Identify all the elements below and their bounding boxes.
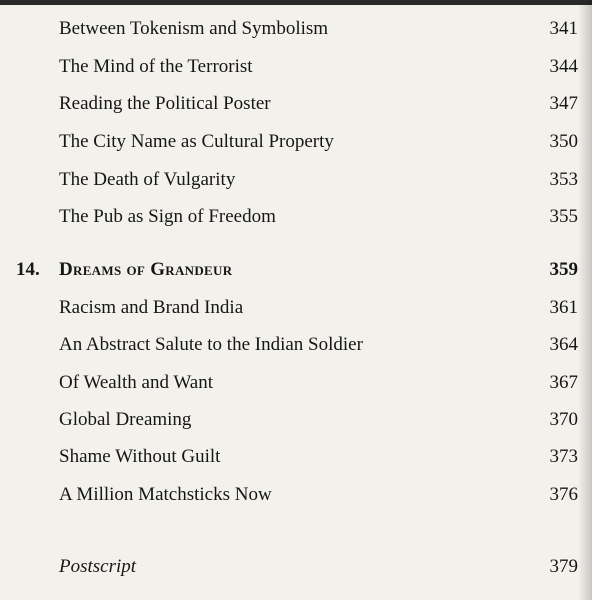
- toc-entry-page: 361: [549, 297, 578, 318]
- toc-entry-page: 376: [549, 484, 578, 505]
- toc-entry[interactable]: [0, 202, 592, 232]
- toc-entry-page: 355: [549, 206, 578, 227]
- toc-entry[interactable]: [0, 89, 592, 119]
- postscript-title: Postscript: [59, 556, 137, 577]
- toc-entry-title: Reading the Political Poster: [59, 93, 271, 114]
- toc-entry-title: The Death of Vulgarity: [59, 169, 236, 190]
- toc-entry[interactable]: [0, 405, 592, 435]
- toc-entry[interactable]: [0, 368, 592, 398]
- toc-entry-page: 341: [549, 18, 578, 39]
- toc-entry-title: The City Name as Cultural Property: [59, 131, 334, 152]
- toc-entry-title: Global Dreaming: [59, 409, 192, 430]
- toc-entry-title: An Abstract Salute to the Indian Soldier: [59, 334, 363, 355]
- toc-entry-title: Shame Without Guilt: [59, 446, 221, 467]
- toc-entry-page: 367: [549, 372, 578, 393]
- toc-entry[interactable]: [0, 442, 592, 472]
- page-gutter-shadow: [578, 0, 592, 600]
- toc-entry[interactable]: [0, 165, 592, 195]
- toc-entry-page: 347: [549, 93, 578, 114]
- toc-entry-page: 373: [549, 446, 578, 467]
- toc-entry-page: 370: [549, 409, 578, 430]
- toc-entry-title: The Mind of the Terrorist: [59, 56, 253, 77]
- toc-chapter[interactable]: [0, 255, 592, 285]
- toc-entry-title: A Million Matchsticks Now: [59, 484, 272, 505]
- toc-entry-title: Racism and Brand India: [59, 297, 244, 318]
- toc-entry-title: Of Wealth and Want: [59, 372, 214, 393]
- toc-entry[interactable]: [0, 330, 592, 360]
- toc-entry-page: 344: [549, 56, 578, 77]
- postscript-page: 379: [549, 556, 578, 577]
- chapter-page: 359: [549, 259, 578, 280]
- toc-entry-page: 353: [549, 169, 578, 190]
- toc-entry[interactable]: [0, 52, 592, 82]
- toc-entry[interactable]: [0, 127, 592, 157]
- toc-entry-page: 350: [549, 131, 578, 152]
- toc-entry-title: Between Tokenism and Symbolism: [59, 18, 329, 39]
- toc-entry[interactable]: [0, 293, 592, 323]
- toc-entry-page: 364: [549, 334, 578, 355]
- chapter-number: 14.: [16, 259, 40, 280]
- toc-postscript[interactable]: [0, 552, 592, 582]
- toc-entry[interactable]: [0, 14, 592, 44]
- chapter-title: Dreams of Grandeur: [59, 259, 233, 280]
- toc-entry[interactable]: [0, 480, 592, 510]
- toc-entry-title: The Pub as Sign of Freedom: [59, 206, 276, 227]
